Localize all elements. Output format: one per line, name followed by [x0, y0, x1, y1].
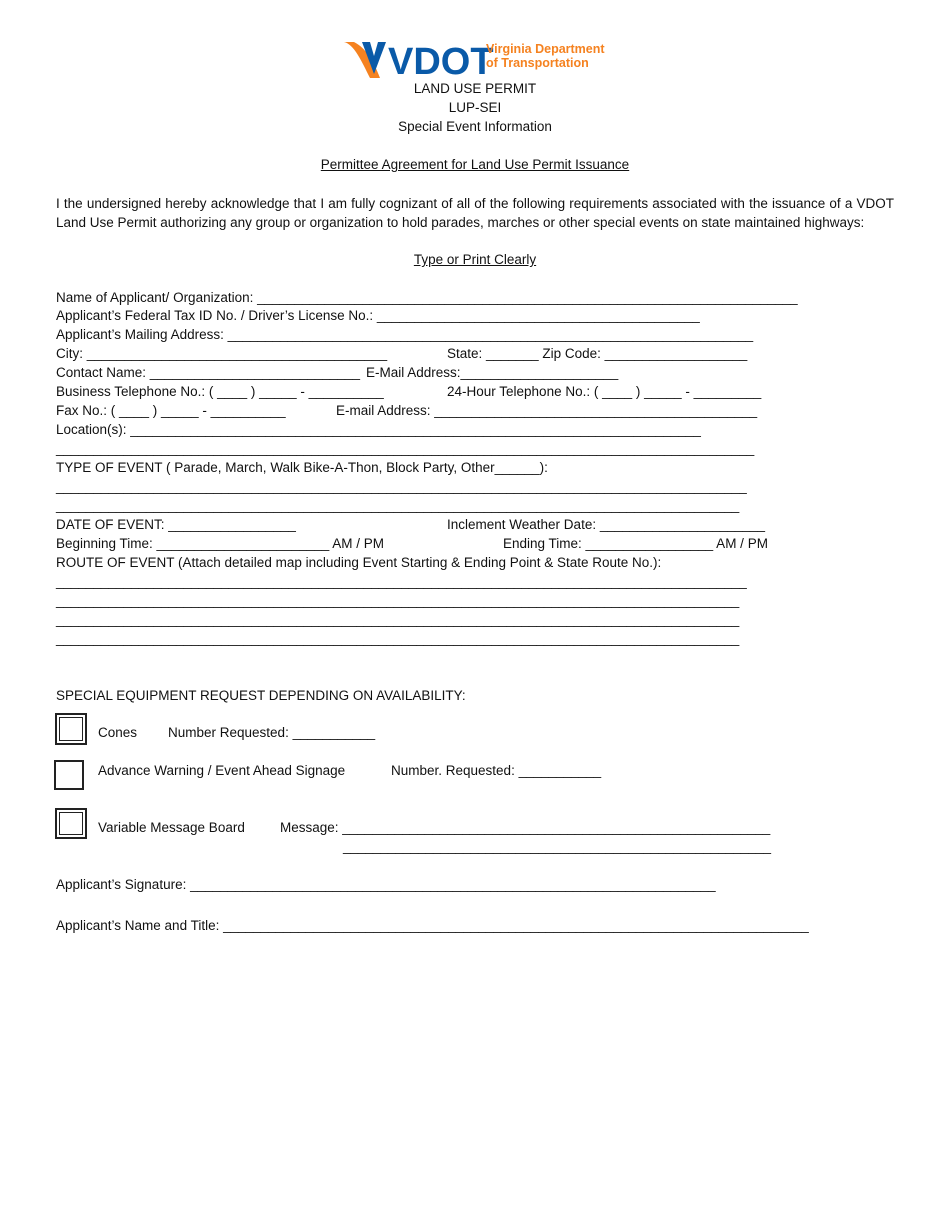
- intro-paragraph: I the undersigned hereby acknowledge that I am fully cognizant of all of the following requirements associated with the issuance of a VDOT Land Use Permit authorizing any group or organization to hold parades, marches or other special events on state maintained highways:: [56, 196, 894, 230]
- signature-field[interactable]: Applicant’s Signature: ______________________________________________________________________: [56, 877, 716, 892]
- instruction: Type or Print Clearly: [413, 252, 537, 267]
- event-type-line-2[interactable]: ___________________________________________________________________________________________: [56, 498, 740, 513]
- route-line-3[interactable]: ___________________________________________________________________________________________: [56, 612, 740, 627]
- end-time-field[interactable]: Ending Time: _________________ AM / PM: [503, 536, 768, 551]
- begin-time-field[interactable]: Beginning Time: _______________________ AM / PM: [56, 536, 385, 551]
- cones-number-field[interactable]: Number Requested: ___________: [168, 725, 376, 740]
- equipment-heading: SPECIAL EQUIPMENT REQUEST DEPENDING ON AVAILABILITY:: [56, 688, 466, 703]
- tax-id-field[interactable]: Applicant’s Federal Tax ID No. / Driver’s License No.: ___________________________________________: [56, 308, 700, 323]
- state-zip-field[interactable]: State: _______ Zip Code: ___________________: [447, 346, 748, 361]
- phone-24h-field[interactable]: 24-Hour Telephone No.: ( ____ ) _____ - _________: [447, 384, 762, 399]
- business-phone-field[interactable]: Business Telephone No.: ( ____ ) _____ - __________: [56, 384, 384, 399]
- logo-line-1: Virginia Department: [486, 42, 605, 56]
- form-title: LAND USE PERMIT: [413, 81, 537, 96]
- logo-line-2: of Transportation: [486, 56, 589, 70]
- vdot-logo-text: VDOT: [388, 41, 494, 82]
- fax-field[interactable]: Fax No.: ( ____ ) _____ - __________: [56, 403, 286, 418]
- email2-field[interactable]: E-mail Address: ___________________________________________: [336, 403, 758, 418]
- location-line-2[interactable]: _____________________________________________________________________________________________: [56, 441, 755, 456]
- event-type-line-1[interactable]: ____________________________________________________________________________________________: [56, 479, 747, 494]
- route-label: ROUTE OF EVENT (Attach detailed map including Event Starting & Ending Point & State Route No.):: [56, 555, 662, 570]
- form-subtitle: Special Event Information: [398, 119, 552, 134]
- route-line-4[interactable]: ___________________________________________________________________________________________: [56, 631, 740, 646]
- vmb-label: Variable Message Board: [98, 820, 245, 835]
- vmb-message-field[interactable]: Message: _________________________________________________________: [280, 820, 771, 835]
- name-title-field[interactable]: Applicant’s Name and Title: ______________________________________________________________________________: [56, 918, 809, 933]
- vmb-message-line-2[interactable]: _________________________________________________________: [343, 839, 771, 854]
- route-line-2[interactable]: ___________________________________________________________________________________________: [56, 593, 740, 608]
- form-code: LUP-SEI: [448, 100, 502, 115]
- contact-name-field[interactable]: Contact Name: ____________________________: [56, 365, 361, 380]
- city-field[interactable]: City: ________________________________________: [56, 346, 388, 361]
- event-type-field[interactable]: TYPE OF EVENT ( Parade, March, Walk Bike-A-Thon, Block Party, Other______):: [56, 460, 548, 475]
- cones-checkbox[interactable]: [55, 713, 87, 745]
- event-date-field[interactable]: DATE OF EVENT: _________________: [56, 517, 296, 532]
- location-field[interactable]: Location(s): ____________________________________________________________________________: [56, 422, 701, 437]
- mailing-address-field[interactable]: Applicant’s Mailing Address: ______________________________________________________________________: [56, 327, 754, 342]
- signage-number-field[interactable]: Number. Requested: ___________: [391, 763, 602, 778]
- route-line-1[interactable]: ____________________________________________________________________________________________: [56, 574, 747, 589]
- vmb-checkbox[interactable]: [55, 808, 87, 839]
- cones-label: Cones: [98, 725, 138, 740]
- email-field[interactable]: E-Mail Address:_____________________: [366, 365, 619, 380]
- agreement-title: Permittee Agreement for Land Use Permit Issuance: [320, 157, 630, 172]
- weather-date-field[interactable]: Inclement Weather Date: ______________________: [447, 517, 766, 532]
- applicant-name-field[interactable]: Name of Applicant/ Organization: ________________________________________________________________________: [56, 290, 798, 305]
- signage-checkbox[interactable]: [54, 760, 84, 790]
- signage-label: Advance Warning / Event Ahead Signage: [98, 763, 346, 778]
